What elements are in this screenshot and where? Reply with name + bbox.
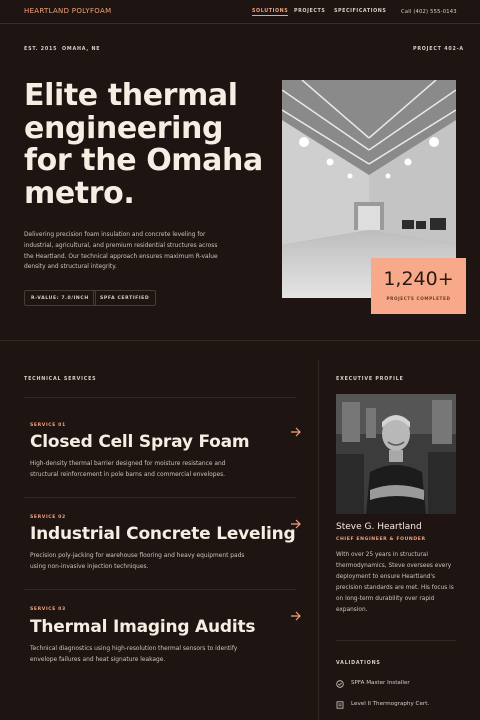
- projects-completed-value: 1,240+: [383, 268, 454, 290]
- service-separator: [24, 397, 296, 398]
- projects-completed-label: PROJECTS COMPLETED: [386, 296, 451, 301]
- services-section-label: TECHNICAL SERVICES: [24, 377, 97, 382]
- service-separator: [24, 497, 296, 498]
- brand-logo[interactable]: HEARTLAND POLYFOAM: [24, 7, 112, 15]
- hero-title: Elite thermal engineering for the Omaha metro.: [24, 78, 263, 211]
- validations-label: VALIDATIONS: [336, 661, 381, 666]
- hero-description: Delivering precision foam insulation and concrete leveling for industrial, agricultural, and premium residential structures across the Heartland. Our technical approach ensures maximum R-value density and structural integrity.: [24, 232, 218, 271]
- badge-spfa-certified: [93, 290, 156, 306]
- founder-name: Steve G. Heartland: [336, 522, 422, 532]
- established-label: EST. 2015: [24, 47, 58, 52]
- badge-r-value-label: R-VALUE: 7.0/INCH: [31, 295, 89, 301]
- profile-separator: [336, 640, 456, 641]
- service-01-title[interactable]: Closed Cell Spray Foam: [30, 432, 250, 452]
- service-03-title[interactable]: Thermal Imaging Audits: [30, 617, 256, 637]
- service-02-title[interactable]: Industrial Concrete Leveling: [30, 524, 296, 544]
- service-03-number: SERVICE 03: [30, 607, 66, 612]
- founder-portrait-photo: [336, 394, 456, 514]
- certificate-icon: [336, 701, 344, 709]
- profile-section-label: EXECUTIVE PROFILE: [336, 377, 404, 382]
- service-separator: [24, 589, 296, 590]
- nav-solutions[interactable]: SOLUTIONS: [252, 9, 289, 14]
- service-02-number: SERVICE 02: [30, 515, 66, 520]
- arrow-right-icon[interactable]: [290, 427, 302, 437]
- service-03-description: Technical diagnostics using high-resolution thermal sensors to identify envelope failures and heat signature leakage.: [30, 646, 238, 663]
- check-circle-icon: [336, 680, 344, 688]
- validation-spfa-master: SPFA Master Installer: [351, 680, 410, 686]
- service-01-number: SERVICE 01: [30, 423, 66, 428]
- column-divider: [318, 360, 319, 720]
- location-label: OMAHA, NE: [62, 47, 101, 52]
- badge-spfa-label: SPFA CERTIFIED: [100, 295, 150, 301]
- arrow-right-icon[interactable]: [290, 611, 302, 621]
- badge-r-value: [24, 290, 96, 306]
- founder-bio: With over 25 years in structural thermodynamics, Steve oversees every deployment to ensure Heartland's precision standards are met. His focus is on long-term durability over rapid expansion.: [336, 552, 454, 613]
- projects-completed-card: [371, 258, 466, 314]
- arrow-right-icon[interactable]: [290, 519, 302, 529]
- phone-link[interactable]: Call (402) 555-0143: [401, 9, 457, 15]
- project-code: PROJECT 402-A: [413, 47, 464, 52]
- founder-role: CHIEF ENGINEER & FOUNDER: [336, 537, 426, 542]
- nav-projects[interactable]: PROJECTS: [294, 9, 326, 14]
- service-02-description: Precision poly-jacking for warehouse flooring and heavy equipment pads using non-invasive injection techniques.: [30, 553, 245, 570]
- nav-specifications[interactable]: SPECIFICATIONS: [334, 9, 387, 14]
- validation-thermography-cert: Level II Thermography Cert.: [351, 701, 430, 707]
- section-divider: [0, 340, 480, 341]
- service-01-description: High-density thermal barrier designed for moisture resistance and structural reinforcement in pole barns and commercial envelopes.: [30, 461, 226, 478]
